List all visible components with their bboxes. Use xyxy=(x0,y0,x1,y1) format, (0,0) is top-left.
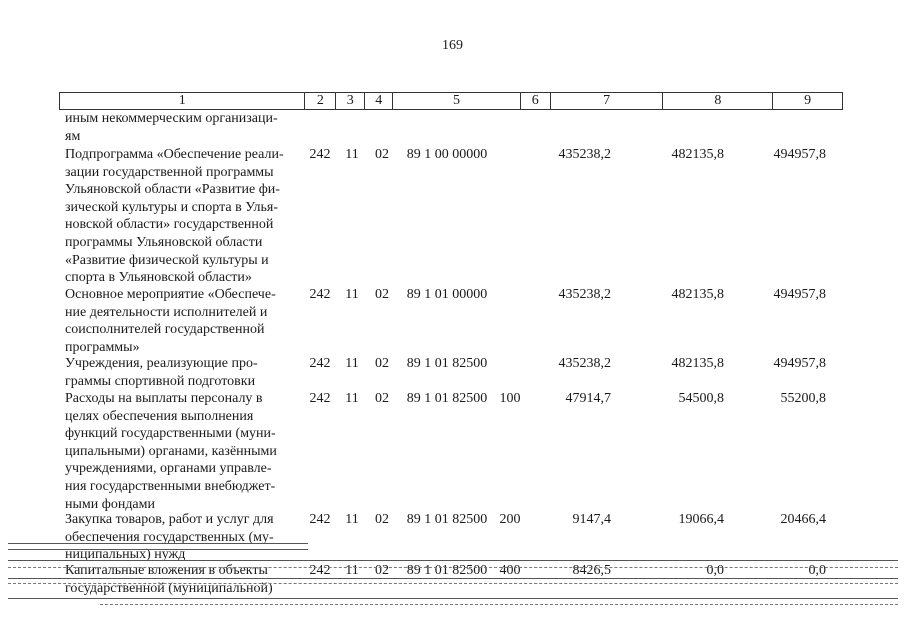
cell-col-5: 89 1 01 00000 xyxy=(406,287,488,302)
page-number: 169 xyxy=(442,38,463,53)
cell-col-3: 11 xyxy=(345,356,359,371)
cell-col-3: 11 xyxy=(345,512,359,527)
cell-col-8: 482135,8 xyxy=(671,287,724,302)
scan-line xyxy=(8,567,898,568)
row-name: Основное мероприятие «Обеспече- ние деятельности исполнителей и соисполнителей государственной программы» xyxy=(65,287,276,355)
cell-col-7: 8426,5 xyxy=(572,563,611,578)
cell-col-2: 242 xyxy=(309,147,331,162)
cell-col-3: 11 xyxy=(345,391,359,406)
cell-col-7: 435238,2 xyxy=(558,147,611,162)
header-col-6: 6 xyxy=(521,93,551,109)
scan-line xyxy=(8,598,898,599)
row-name: Подпрограмма «Обеспечение реали- зации государственной программы Ульяновской области «Развитие фи- зической культуры и спорта в Улья- новской области» государственной программы Ульяновской области «Развитие физической культуры и спорта в Ульяновской области» xyxy=(65,147,284,286)
cell-col-8: 0,0 xyxy=(706,563,724,578)
row-name: Капитальные вложения в объекты государственной (муниципальной) xyxy=(65,563,273,596)
scan-line xyxy=(100,604,898,605)
header-col-5: 5 xyxy=(393,93,521,109)
cell-col-3: 11 xyxy=(345,147,359,162)
header-col-2: 2 xyxy=(305,93,336,109)
cell-col-3: 11 xyxy=(345,563,359,578)
header-col-8: 8 xyxy=(663,93,773,109)
cell-col-9: 0,0 xyxy=(808,563,826,578)
cell-col-6: 100 xyxy=(499,391,521,406)
scan-line xyxy=(8,549,308,550)
row-name: иным некоммерческим организаци- ям xyxy=(65,111,278,144)
cell-col-5: 89 1 01 82500 xyxy=(406,391,488,406)
row-name: Закупка товаров, работ и услуг для обеспечения государственных (му- ниципальных) нужд xyxy=(65,512,274,563)
cell-col-9: 494957,8 xyxy=(773,147,826,162)
cell-col-7: 9147,4 xyxy=(572,512,611,527)
cell-col-9: 55200,8 xyxy=(780,391,826,406)
header-col-7: 7 xyxy=(551,93,664,109)
cell-col-6: 200 xyxy=(499,512,521,527)
cell-col-7: 435238,2 xyxy=(558,356,611,371)
cell-col-4: 02 xyxy=(375,563,389,578)
cell-col-6: 400 xyxy=(499,563,521,578)
cell-col-4: 02 xyxy=(375,287,389,302)
cell-col-5: 89 1 01 82500 xyxy=(406,563,488,578)
header-col-3: 3 xyxy=(336,93,365,109)
cell-col-2: 242 xyxy=(309,563,331,578)
cell-col-2: 242 xyxy=(309,287,331,302)
cell-col-4: 02 xyxy=(375,356,389,371)
cell-col-5: 89 1 01 82500 xyxy=(406,356,488,371)
cell-col-8: 482135,8 xyxy=(671,147,724,162)
cell-col-9: 494957,8 xyxy=(773,356,826,371)
cell-col-5: 89 1 01 82500 xyxy=(406,512,488,527)
cell-col-8: 482135,8 xyxy=(671,356,724,371)
row-name: Учреждения, реализующие про- граммы спортивной подготовки xyxy=(65,356,258,389)
cell-col-9: 494957,8 xyxy=(773,287,826,302)
cell-col-7: 435238,2 xyxy=(558,287,611,302)
cell-col-4: 02 xyxy=(375,391,389,406)
cell-col-2: 242 xyxy=(309,512,331,527)
header-col-4: 4 xyxy=(365,93,393,109)
scan-line xyxy=(8,543,308,544)
cell-col-8: 54500,8 xyxy=(678,391,724,406)
scan-line xyxy=(8,578,898,579)
header-col-9: 9 xyxy=(804,93,812,108)
cell-col-9: 20466,4 xyxy=(780,512,826,527)
cell-col-3: 11 xyxy=(345,287,359,302)
scan-line xyxy=(8,583,898,584)
cell-col-4: 02 xyxy=(375,512,389,527)
cell-col-2: 242 xyxy=(309,391,331,406)
scan-line xyxy=(8,560,898,561)
cell-col-5: 89 1 00 00000 xyxy=(406,147,488,162)
row-name: Расходы на выплаты персоналу в целях обеспечения выполнения функций государственными (муни- ципальными) органами, казёнными учреждениями, органами управле- ния государственными внебюджет- ными фондами xyxy=(65,391,277,512)
header-col-1: 1 xyxy=(60,93,305,109)
cell-col-2: 242 xyxy=(309,356,331,371)
cell-col-8: 19066,4 xyxy=(678,512,724,527)
table-header xyxy=(59,92,843,110)
cell-col-7: 47914,7 xyxy=(565,391,611,406)
cell-col-4: 02 xyxy=(375,147,389,162)
